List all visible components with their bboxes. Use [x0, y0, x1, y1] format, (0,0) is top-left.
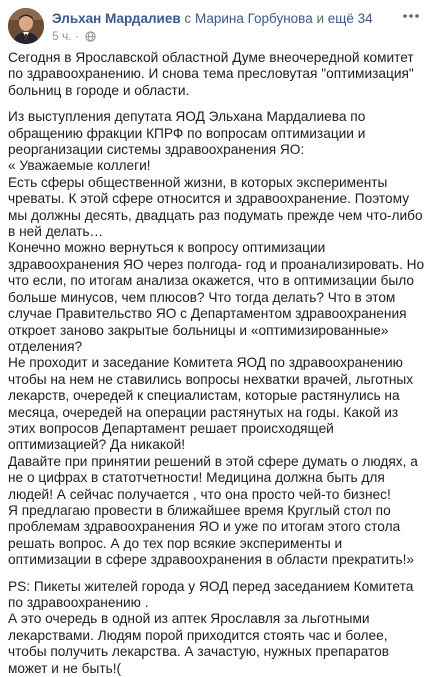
- author-name-link[interactable]: Эльхан Мардалиев: [52, 11, 181, 26]
- and-word: и: [316, 11, 325, 26]
- tagged-user-link[interactable]: Марина Горбунова: [194, 11, 313, 26]
- ellipsis-icon: [400, 8, 422, 24]
- with-word: с: [184, 11, 192, 26]
- author-avatar[interactable]: [8, 8, 44, 44]
- author-line: [52, 11, 373, 27]
- globe-icon[interactable]: [85, 31, 96, 45]
- post-options-button[interactable]: [400, 8, 422, 24]
- post-paragraph-speech: Из выступления депутата ЯОД Эльхана Мардалиева по обращению фракции КПРФ по вопросам оптимизации и реорганизации системы здравоохранения ЯО: « Уважаемые коллеги! Есть сферы общественной жизни, в которых эксперименты чреваты. К этой сфере относится и здравоохранение. Поэтому мы должны десять, двадцать раз подумать прежде чем что-либо в ней делать… Конечно можно вернуться к вопросу оптимизации здравоохранения ЯО через полгода- год и проанализировать. Но что если, по итогам анализа окажется, что в оптимизации было больше минусов, чем плюсов? Что тогда делать? Что в этом случае Правительство ЯО с Департаментом здравоохранения откроет заново закрытые больницы и «оптимизированные» отделения? Не проходит и заседание Комитета ЯОД по здравоохранению чтобы на нем не ставились вопросы нехватки врачей, льготных лекарств, очередей к специалистам, которые растянулись на месяца, очередей на операции растянутых на годы. Какой из этих вопросов Департамент решает происходящей оптимизацией? Да никакой! Давайте при принятии решений в этой сфере думать о людях, а не о цифрах в статотчетности! Медицина должна быть для людей! А сейчас получается , что она просто чей-то бизнес! Я предлагаю провести в ближайшее время Круглый стол по проблемам здравоохранения ЯО и уже по итогам этого стола решать вопрос. А до тех пор всякие эксперименты и оптимизации в сфере здравоохранения в области прекратить!»: [8, 109, 425, 568]
- post-meta: [52, 29, 96, 45]
- post-header: [8, 8, 424, 44]
- tagged-others-link[interactable]: ещё 34: [327, 11, 373, 26]
- meta-separator: ·: [74, 29, 79, 43]
- avatar-image: [8, 8, 44, 44]
- post-paragraph-ps: PS: Пикеты жителей города у ЯОД перед заседанием Комитета по здравоохранению . А это очередь в одной из аптек Ярославля за льготными лекарствами. Людям порой приходится стоять час и более, чтобы получить лекарства. А зачастую, нужных препаратов может и не быть!(: [8, 578, 414, 676]
- post-paragraph-intro: Сегодня в Ярославской областной Думе внеочередной комитет по здравоохранению. И снова тема пресловутая "оптимизация" больниц в городе и области.: [8, 50, 414, 98]
- post-timestamp[interactable]: 5 ч.: [52, 29, 72, 43]
- post-body: [8, 50, 426, 677]
